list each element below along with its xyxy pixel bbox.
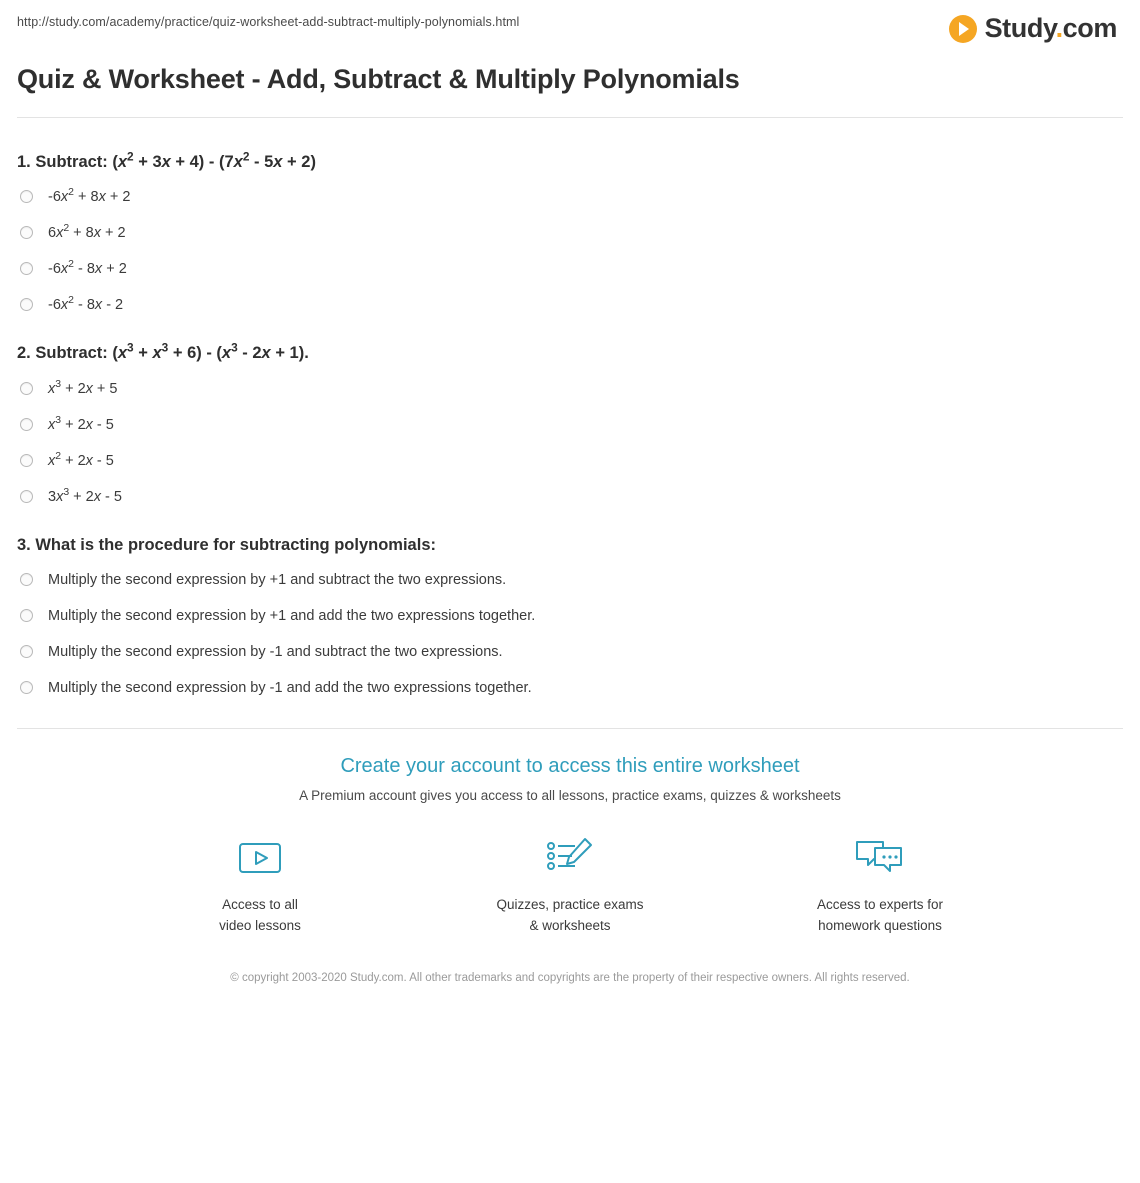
radio-button-icon[interactable] <box>20 645 33 658</box>
radio-button-icon[interactable] <box>20 490 33 503</box>
radio-button-icon[interactable] <box>20 190 33 203</box>
option-label: $x^2 + 2x - 5$ <box>48 451 114 469</box>
option-label: $3x^3 + 2x - 5$ <box>48 487 122 505</box>
question-3-options <box>17 570 1123 700</box>
question-2-text: Subtract: $(x^3 + x^3 + 6) - (x^3 - 2x + 1)$. <box>35 340 309 363</box>
option-label: Multiply the second expression by +1 and subtract the two expressions. <box>48 572 507 589</box>
promo-features <box>17 831 1123 936</box>
promo-section <box>17 729 1123 987</box>
question-2-option-4[interactable] <box>17 487 1123 509</box>
brand-suffix: com <box>1062 13 1117 43</box>
feature-label: Quizzes, practice exams & worksheets <box>496 897 644 933</box>
radio-button-icon[interactable] <box>20 226 33 239</box>
question-2 <box>17 340 1123 508</box>
question-3-number: 3. <box>17 535 31 554</box>
feature-video-lessons <box>170 831 350 936</box>
brand-name: Study <box>984 13 1056 43</box>
option-label: $-6x^2 - 8x - 2$ <box>48 295 124 314</box>
feature-label: Access to all video lessons <box>219 897 301 933</box>
question-1-option-4[interactable] <box>17 295 1123 317</box>
question-2-number: 2. <box>17 344 31 363</box>
radio-button-icon[interactable] <box>20 573 33 586</box>
copyright-notice: © copyright 2003-2020 Study.com. All other trademarks and copyrights are the property of their respective owners. All rights reserved. <box>230 971 910 984</box>
option-label: Multiply the second expression by -1 and subtract the two expressions. <box>48 644 503 661</box>
radio-button-icon[interactable] <box>20 262 33 275</box>
option-label: Multiply the second expression by +1 and add the two expressions together. <box>48 608 536 625</box>
study-com-logo[interactable] <box>949 13 1123 44</box>
option-label: $x^3 + 2x - 5$ <box>48 415 114 433</box>
question-3-option-3[interactable] <box>17 642 1123 664</box>
question-3-prompt <box>17 535 1123 556</box>
question-3-text: What is the procedure for subtracting polynomials: <box>35 535 436 554</box>
question-2-options <box>17 379 1123 509</box>
radio-button-icon[interactable] <box>20 454 33 467</box>
question-3 <box>17 535 1123 700</box>
question-1 <box>17 149 1123 317</box>
video-play-icon <box>170 831 350 885</box>
question-1-number: 1. <box>17 153 31 171</box>
radio-button-icon[interactable] <box>20 382 33 395</box>
feature-expert-help <box>790 831 970 936</box>
question-3-option-2[interactable] <box>17 606 1123 628</box>
play-circle-icon <box>949 15 977 43</box>
page-url: http://study.com/academy/practice/quiz-worksheet-add-subtract-multiply-polynomials.html <box>17 15 520 29</box>
promo-subhead: A Premium account gives you access to all lessons, practice exams, quizzes & worksheets <box>299 788 841 804</box>
chat-bubbles-icon <box>790 831 970 885</box>
question-2-option-2[interactable] <box>17 415 1123 437</box>
page-title: Quiz & Worksheet - Add, Subtract & Multiply Polynomials <box>17 64 740 94</box>
question-1-option-3[interactable] <box>17 259 1123 281</box>
brand-wordmark <box>985 13 1117 44</box>
question-1-options <box>17 187 1123 317</box>
feature-quizzes-worksheets <box>480 831 660 936</box>
radio-button-icon[interactable] <box>20 298 33 311</box>
radio-button-icon[interactable] <box>20 681 33 694</box>
radio-button-icon[interactable] <box>20 418 33 431</box>
question-3-option-1[interactable] <box>17 570 1123 592</box>
page-header <box>17 0 1123 48</box>
promo-headline[interactable]: Create your account to access this entire worksheet <box>340 755 800 778</box>
option-label: Multiply the second expression by -1 and add the two expressions together. <box>48 680 532 697</box>
question-2-prompt <box>17 340 1123 364</box>
brand-dot: . <box>1055 13 1063 43</box>
radio-button-icon[interactable] <box>20 609 33 622</box>
question-1-text: Subtract: $(x^2 + 3x + 4) - (7x^2 - 5x + 2)$ <box>35 149 316 171</box>
option-label: $6x^2 + 8x + 2$ <box>48 223 126 242</box>
option-label: $-6x^2 - 8x + 2$ <box>48 259 127 278</box>
feature-label: Access to experts for homework questions <box>816 897 944 933</box>
question-1-option-2[interactable] <box>17 223 1123 245</box>
question-3-option-4[interactable] <box>17 678 1123 700</box>
question-1-option-1[interactable] <box>17 187 1123 209</box>
question-2-option-1[interactable] <box>17 379 1123 401</box>
option-label: $x^3 + 2x + 5$ <box>48 379 118 397</box>
questions-list <box>17 118 1123 700</box>
question-1-prompt <box>17 149 1123 173</box>
quiz-checklist-icon <box>480 831 660 885</box>
option-label: $-6x^2 + 8x + 2$ <box>48 187 131 206</box>
question-2-option-3[interactable] <box>17 451 1123 473</box>
